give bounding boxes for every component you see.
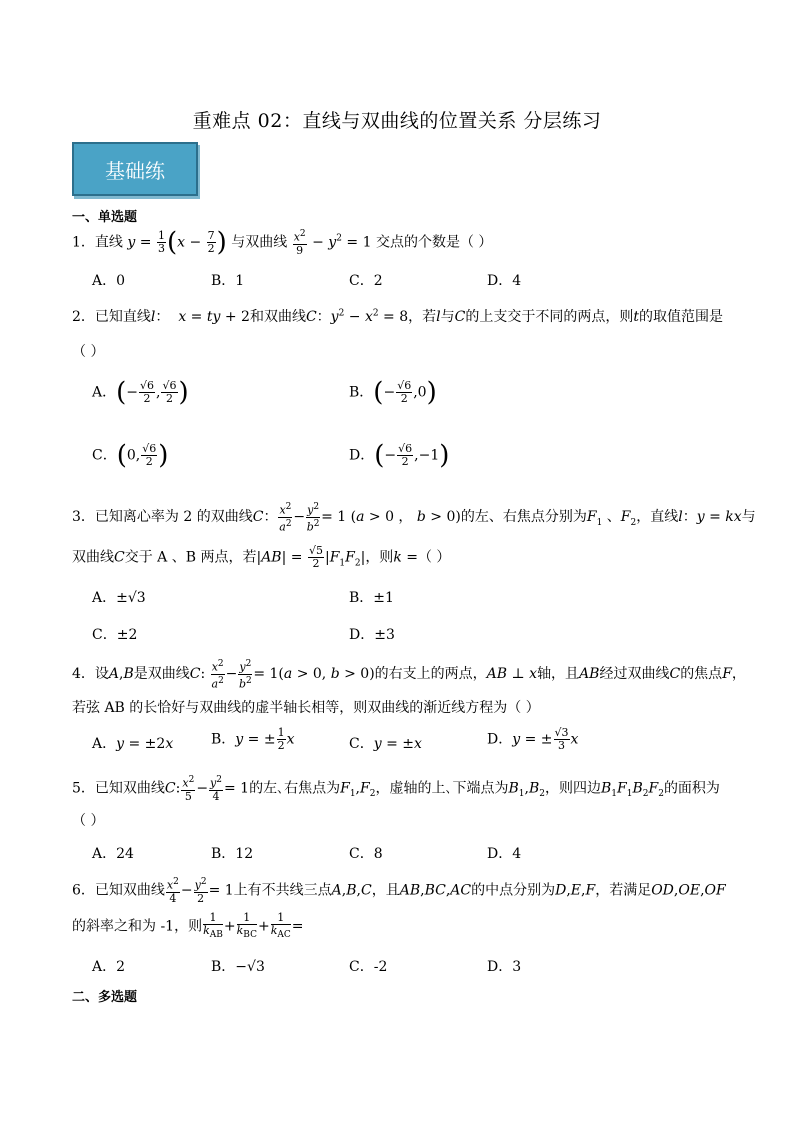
question-6: 6．已知双曲线 $\frac{x^2}{4}$ − $\frac{y^2}{2}$ = 1上有不共线三点A,B,C，且AB,BC,AC的中点分别为D,E,F，若满足OD,OE,OF [72,877,726,905]
q4-option-d: D．y = ± $\frac{√3}{3}$ x [487,726,579,752]
section-multiple-choice: 二、多选题 [72,990,138,1005]
q2-paren: （ ） [72,344,105,360]
page-title: 重难点 02：直线与双曲线的位置关系 分层练习 [192,110,602,132]
q3-line-2: 双曲线C交于 A 、B 两点，若|AB| = $\frac{√5}{2}$ $|F_1F_2|$，则k =（ ） [72,544,451,570]
q4-text: 4．设 [72,666,109,683]
question-1: 1．直线 y = $\frac{1}{3}$ (x − $\frac{7}{2}$ ) 与双曲线 $\frac{x^2}{9}$ − $y^2 = 1$ 交点的个数是（ ） [72,227,493,258]
q3-text: 与 [741,509,756,526]
q2-option-c: C．(0, $\frac{√6}{2}$ ) [92,440,169,471]
q6-text: 6．已知双曲线 [72,882,165,899]
q6-text: 的斜率之和为 -1，则 [72,918,203,935]
q2-text: 的上支交于不同的两点，则 [465,309,634,325]
q1-text: 1．直线 [72,234,123,251]
q2-option-b: B．(− $\frac{√6}{2}$ ,0) [349,377,437,408]
q5-option-c: C．8 [349,846,383,862]
q1-option-a: A．0 [92,273,126,289]
q3-option-c: C．±2 [92,627,138,643]
q6-text: ，且 [371,882,400,899]
q2-text: 与 [440,309,455,325]
q2-label-d: D． [349,447,375,464]
question-5: 5．已知双曲线C: $\frac{x^2}{5}$ − $\frac{y^2}{4}$ = 1的左､右焦点为$F_1,F_2$，虚轴的上､下端点为$B_1,B_2$，则四边$B_1F_1B_2F_2$的面积为 [72,775,720,803]
q6-text: ，若满足 [595,882,652,899]
q6-option-c: C．-2 [349,959,388,975]
q6-line-2: 的斜率之和为 -1，则 $\frac{1}{k_{AB}}$ + $\frac{1}{k_{BC}}$ + $\frac{1}{k_{AC}}$ = [72,911,304,941]
q4-line-2: 若弦 AB 的长恰好与双曲线的虚半轴长相等，则双曲线的渐近线方程为（ ） [72,700,540,716]
q4-option-b: B．y = ± $\frac{1}{2}$ x [211,726,295,752]
q3-text: 交于 A 、B 两点，若 [124,549,257,566]
q2-text: 的取值范围是 [639,309,723,325]
q3-text: ，直线 [636,509,679,526]
q4-option-a: A．y = ±2x [92,736,174,752]
question-4: 4．设A,B是双曲线C: $\frac{x^2}{a^2}$ − $\frac{y^2}{b^2}$ = 1(a > 0, b > 0)的右支上的两点，AB ⊥ x轴，且AB经过双曲线C的焦点F， [72,659,746,691]
question-3: 3．已知离心率为 2 的双曲线C： $\frac{x^2}{a^2}$ − $\frac{y^2}{b^2}$ = 1 (a > 0 ， b > 0)的左、右焦点分别为$F_1$ 、$F_2$，直线l：y = kx与 [72,502,756,534]
q3-text: 3．已知离心率为 2 的双曲线 [72,509,253,526]
q4-label-d: D． [487,731,513,748]
q1-text: 与双曲线 [231,234,288,251]
q6-option-d: D．3 [487,959,522,975]
q4-label-b: B． [211,731,236,748]
question-2: 2．已知直线l： x = ty + 2和双曲线C：$y^2 - x^2 = 8$，若l与C的上支交于不同的两点，则t的取值范围是 [72,308,723,325]
level-badge: 基础练 [72,142,198,196]
q6-option-b: B．−√3 [211,959,265,975]
q5-text: ，虚轴的上､下端点为 [375,780,509,797]
q4-text: 的焦点 [680,666,723,683]
q5-text: 5．已知双曲线 [72,780,165,797]
q4-text: 轴，且 [537,666,580,683]
q2-text: 和双曲线 [249,309,306,325]
q3-text: ，则 [365,549,394,566]
q3-option-a: A．±√3 [92,590,146,606]
section-single-choice: 一、单选题 [72,210,138,225]
q4-label-a: A． [92,736,117,752]
q5-option-a: A．24 [92,846,134,862]
q2-label-c: C． [92,447,117,464]
q4-text: 是双曲线 [133,666,190,683]
q1-option-c: C．2 [349,273,383,289]
q2-label-b: B． [349,384,374,401]
q4-option-c: C．y = ±x [349,736,422,752]
q1-option-b: B．1 [211,273,245,289]
q5-paren: （ ） [72,813,105,829]
q5-text: 的面积为 [663,780,720,797]
q3-option-b: B．±1 [349,590,394,606]
q4-text: 经过双曲线 [599,666,670,683]
q6-option-a: A．2 [92,959,126,975]
q3-text: 的左、右焦点分别为 [460,509,587,526]
q2-option-d: D．(− $\frac{√6}{2}$ ,−1) [349,440,450,471]
q1-option-d: D．4 [487,273,522,289]
q2-label-a: A． [92,384,117,401]
q3-option-d: D．±3 [349,627,395,643]
q6-text: 上有不共线三点 [233,882,332,899]
q5-text: 的左､右焦点为 [249,780,341,797]
q5-option-d: D．4 [487,846,522,862]
q2-text: ，若 [408,309,437,325]
q6-text: 的中点分别为 [471,882,556,899]
q3-text: 双曲线 [72,549,114,566]
q2-option-a: A．(− $\frac{√6}{2}$ , $\frac{√6}{2}$ ) [92,377,189,408]
q1-text: 交点的个数是（ ） [375,234,493,251]
q4-text: 的右支上的两点， [374,666,487,683]
q3-text: （ ） [417,549,451,566]
q5-text: ，则四边 [544,780,601,797]
q5-option-b: B．12 [211,846,254,862]
q2-text: 2．已知直线 [72,309,151,325]
q4-label-c: C． [349,736,374,752]
